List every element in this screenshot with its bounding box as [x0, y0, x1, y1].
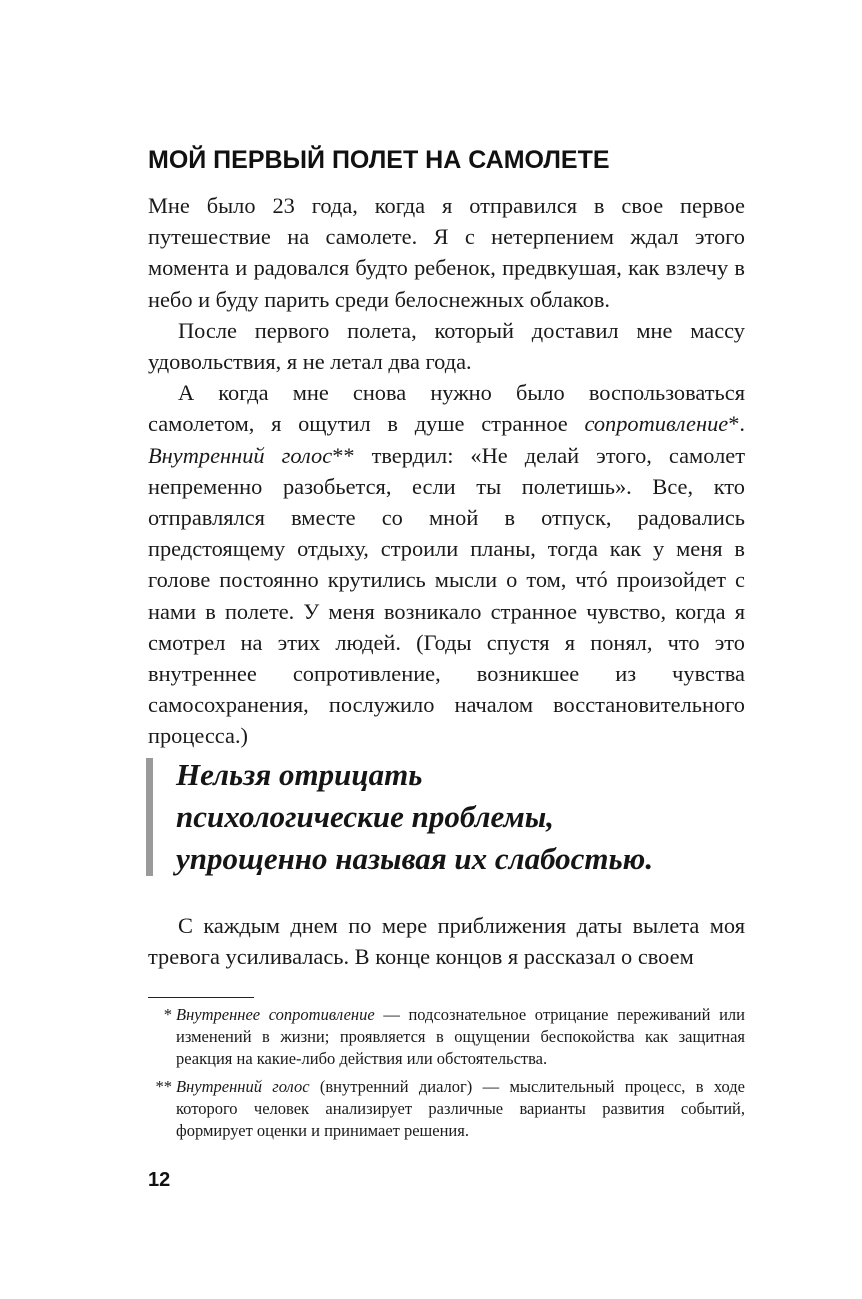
footnote-text: (внутренний диалог) — мыслительный процесс, в ходе которого человек анализирует различные варианты развития событий, формирует оценки и принимает решения.: [176, 1077, 745, 1140]
quote-bar: [146, 758, 153, 876]
paragraph-text: А когда мне снова нужно было воспользоваться самолетом, я ощутил в душе странное: [148, 380, 745, 437]
body-text-block: [148, 910, 745, 972]
quote-text: [176, 754, 776, 880]
footnote-term: Внутренний голос: [176, 1077, 310, 1096]
paragraph: Мне было 23 года, когда я отправился в свое первое путешествие на самолете. Я с нетерпением ждал этого момента и радовался будто ребенок, предвкушая, как взлечу в небо и буду парить среди белоснежных облаков.: [148, 193, 745, 312]
section-heading: МОЙ ПЕРВЫЙ ПОЛЕТ НА САМОЛЕТЕ: [148, 146, 610, 174]
footnote: [148, 1004, 745, 1070]
footnote: [148, 1076, 745, 1142]
footnote-mark: **: [155, 1077, 172, 1096]
quote-line: упрощенно называя их слабостью.: [176, 841, 654, 876]
footnotes: [148, 1004, 745, 1148]
paragraph: С каждым днем по мере приближения даты вылета моя тревога усиливалась. В конце концов я рассказал о своем: [148, 913, 745, 970]
paragraph: После первого полета, который доставил мне массу удовольствия, я не летал два года.: [148, 317, 745, 375]
footnote-mark: *: [163, 1005, 172, 1024]
italic-term: Внутренний голос: [148, 442, 333, 468]
footnote-text: — подсознательное отрицание переживаний или изменений в жизни; проявляется в ощущении беспокойства как защитная реакция на какие-либо действия или обстоятельства.: [176, 1005, 745, 1068]
quote-line: Нельзя отрицать: [176, 757, 423, 792]
footnote-divider: [148, 997, 254, 998]
paragraph-text: ** твердил: «Не делай этого, самолет непременно разобьется, если ты полетишь». Все, кто отправлялся вместе со мной в отпуск, радовались предстоящему отдыху, строили планы, тогда как у меня в голове постоянно крутились мысли о том, чтó произойдет с нами в полете. У меня возникало странное чувство, когда я смотрел на этих людей. (Годы спустя я понял, что это внутреннее сопротивление, возникшее из чувства самосохранения, послужило началом восстановительного процесса.): [148, 442, 745, 749]
quote-line: психологические проблемы,: [176, 799, 554, 834]
footnote-term: Внутреннее сопротивление: [176, 1005, 375, 1024]
pull-quote: [146, 754, 766, 876]
paragraph: [148, 377, 745, 751]
body-text-block: [148, 190, 745, 752]
italic-term: сопротивление: [584, 411, 729, 437]
page-number: 12: [148, 1169, 171, 1191]
footnote-reference: *.: [728, 411, 745, 437]
